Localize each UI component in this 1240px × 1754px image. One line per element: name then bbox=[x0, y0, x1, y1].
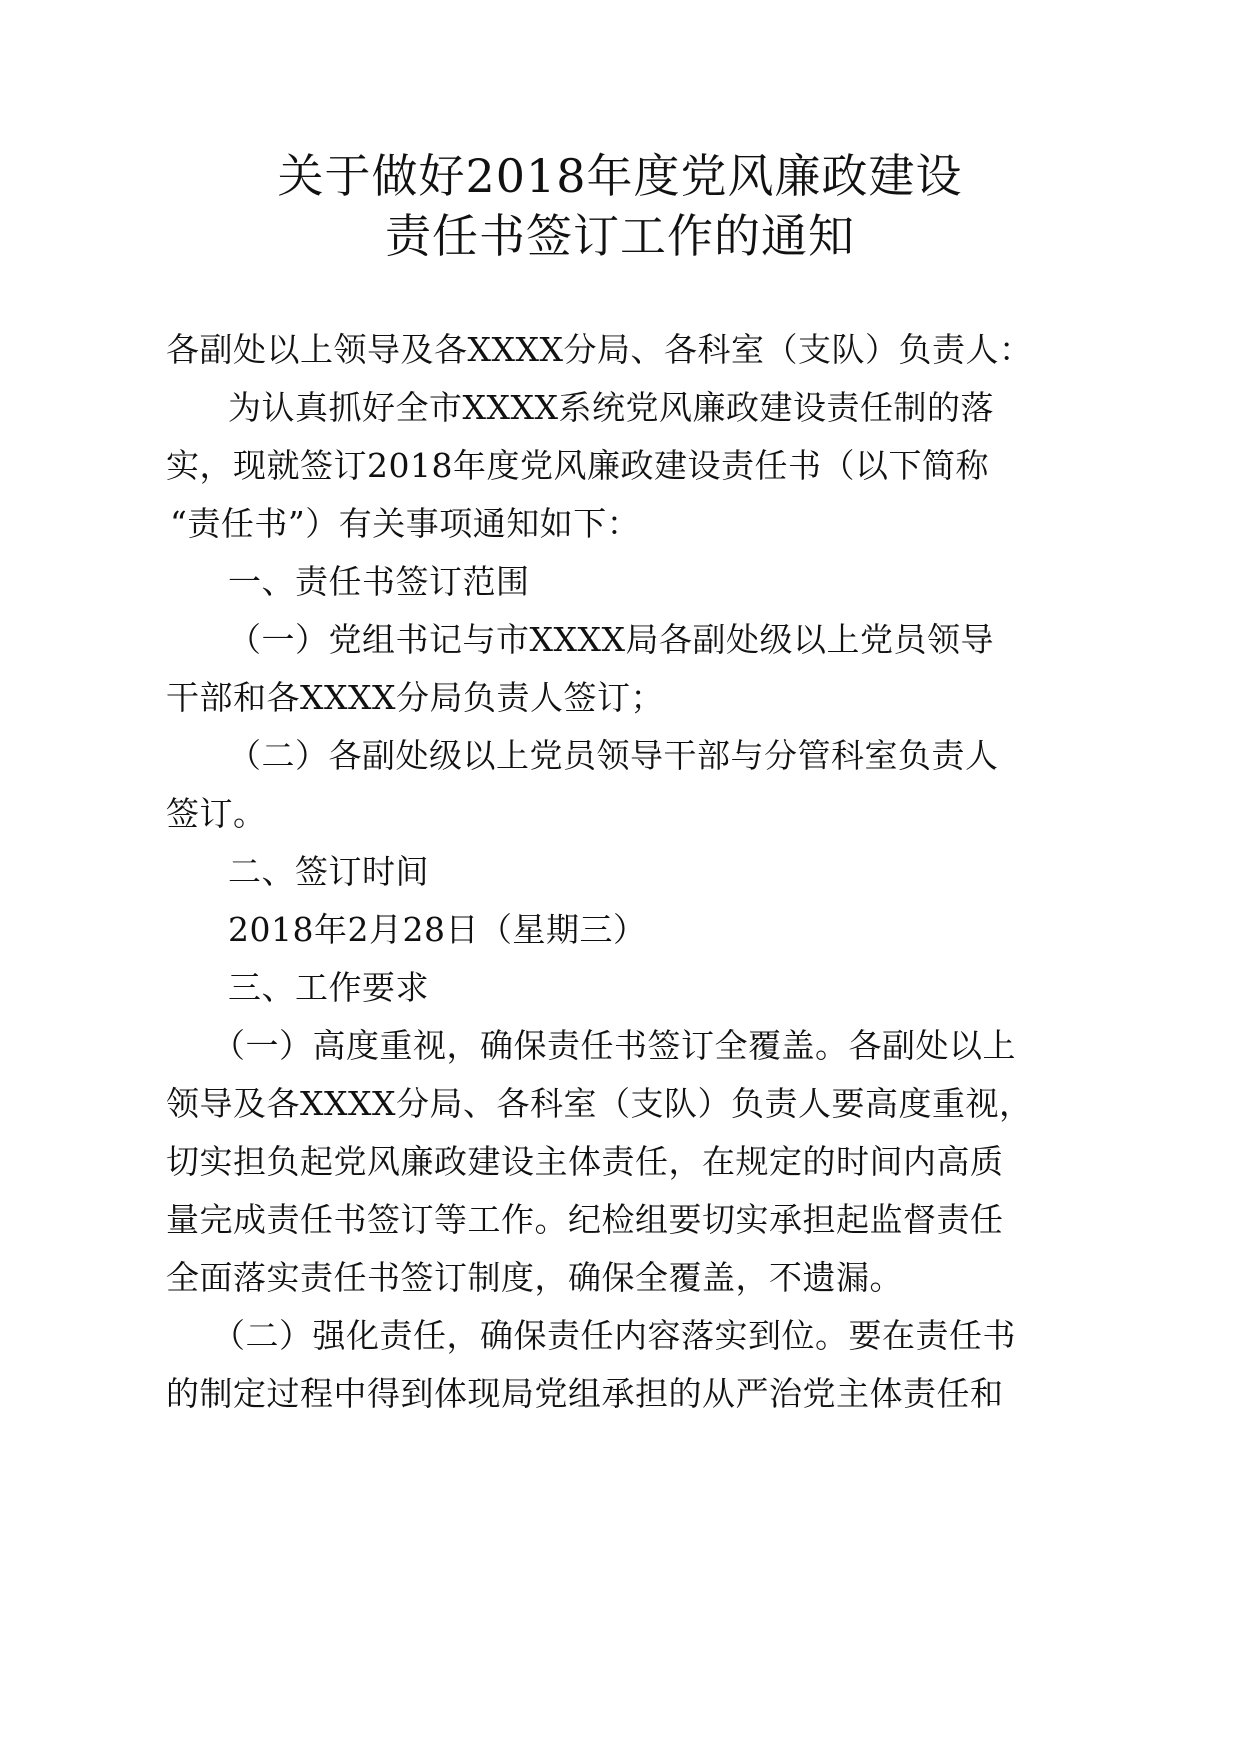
title-line-1: 关于做好2018年度党风廉政建设 bbox=[277, 149, 963, 203]
salutation: 各副处以上领导及各XXXX分局、各科室（支队）负责人： bbox=[166, 330, 1033, 369]
body-line: （二）各副处级以上党员领导干部与分管科室负责人 bbox=[228, 736, 999, 775]
body-line: 的制定过程中得到体现局党组承担的从严治党主体责任和 bbox=[166, 1374, 1004, 1413]
section-heading-3: 三、工作要求 bbox=[228, 968, 429, 1007]
body-line: 为认真抓好全市XXXX系统党风廉政建设责任制的落 bbox=[228, 388, 994, 427]
title-line-2: 责任书签订工作的通知 bbox=[385, 209, 855, 263]
section-heading-1: 一、责任书签订范围 bbox=[228, 562, 530, 601]
body-line: 全面落实责任书签订制度，确保全覆盖，不遗漏。 bbox=[166, 1258, 903, 1297]
body-line: （二）强化责任，确保责任内容落实到位。要在责任书 bbox=[212, 1316, 1016, 1355]
body-line: （一）高度重视，确保责任书签订全覆盖。各副处以上 bbox=[212, 1026, 1016, 1065]
body-line: 签订。 bbox=[166, 794, 267, 833]
body-line: 量完成责任书签订等工作。纪检组要切实承担起监督责任 bbox=[166, 1200, 1004, 1239]
section-heading-2: 二、签订时间 bbox=[228, 852, 429, 891]
body-line: 干部和各XXXX分局负责人签订； bbox=[166, 678, 664, 717]
body-line: （一）党组书记与市XXXX局各副处级以上党员领导 bbox=[228, 620, 994, 659]
body-line: 切实担负起党风廉政建设主体责任，在规定的时间内高质 bbox=[166, 1142, 1004, 1181]
body-line: 实，现就签订2018年度党风廉政建设责任书（以下简称 bbox=[166, 446, 989, 485]
body-line: “责任书”）有关事项通知如下： bbox=[170, 504, 641, 543]
signing-date: 2018年2月28日（星期三） bbox=[228, 910, 647, 949]
body-line: 领导及各XXXX分局、各科室（支队）负责人要高度重视， bbox=[166, 1084, 1033, 1123]
